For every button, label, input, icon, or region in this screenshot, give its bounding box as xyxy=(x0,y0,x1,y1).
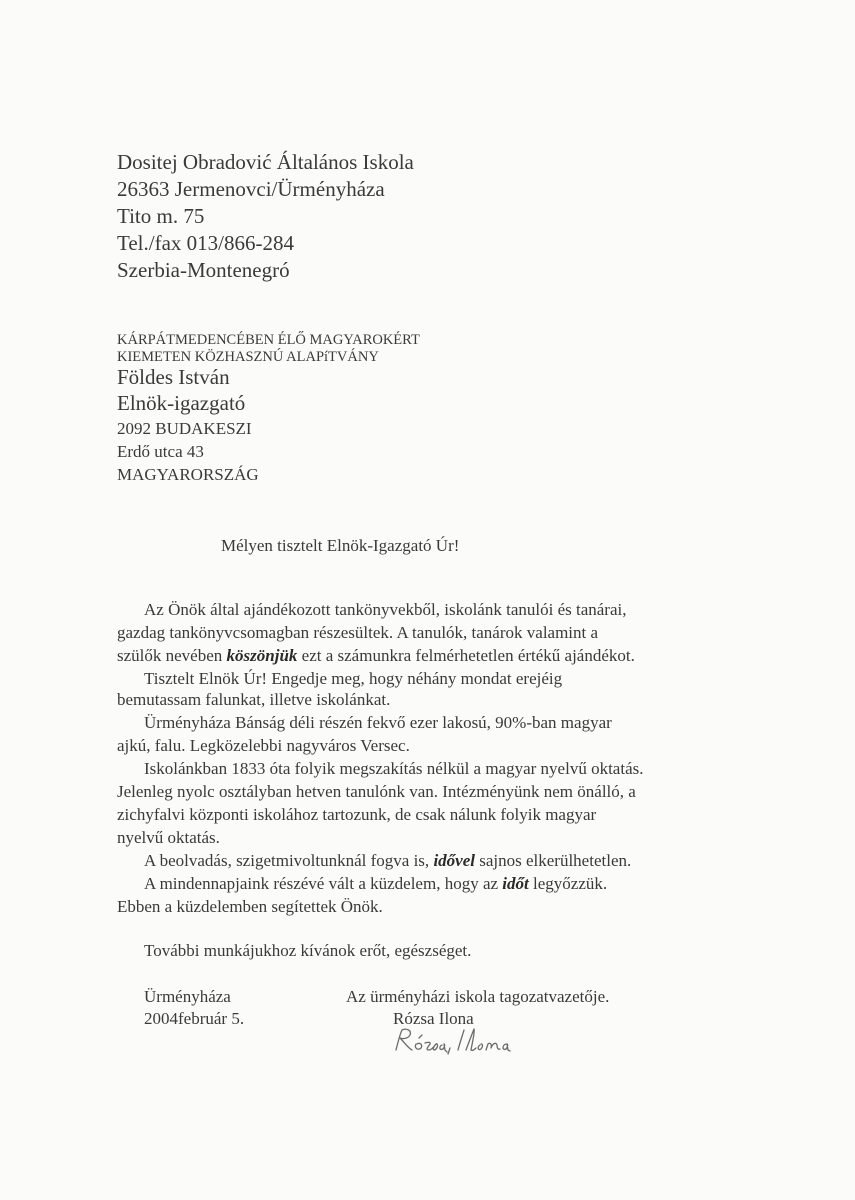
recipient-org-line2: KIEMETEN KÖZHASZNÚ ALAPíTVÁNY xyxy=(117,349,379,365)
body-text-span: A beolvadás, szigetmivoltunknál fogva is, xyxy=(144,851,434,870)
body-text-span: ezt a számunkra felmérhetetlen értékű ajándékot. xyxy=(297,646,635,665)
letter-date: 2004február 5. xyxy=(144,1009,245,1028)
sender-city: 26363 Jermenovci/Ürményháza xyxy=(117,177,385,201)
closing-line: További munkájukhoz kívánok erőt, egészséget. xyxy=(144,941,472,960)
body-line xyxy=(144,852,631,869)
body-line: bemutassam falunkat, illetve iskolánkat. xyxy=(117,690,391,709)
body-line: Iskolánkban 1833 óta folyik megszakítás nélkül a magyar nyelvű oktatás. xyxy=(144,759,644,778)
body-text-span: sajnos elkerülhetetlen. xyxy=(474,851,632,870)
recipient-org-line1: KÁRPÁTMEDENCÉBEN ÉLŐ MAGYAROKÉRT xyxy=(117,332,420,348)
letter-place: Ürményháza xyxy=(144,987,231,1006)
emphasis-idot: időt xyxy=(502,874,529,893)
body-line: Ürményháza Bánság déli részén fekvő ezer lakosú, 90%-ban magyar xyxy=(144,713,612,732)
body-line: nyelvű oktatás. xyxy=(117,828,220,847)
signer-name: Rózsa Ilona xyxy=(393,1009,474,1028)
recipient-street: Erdő utca 43 xyxy=(117,442,204,461)
body-line: Az Önök által ajándékozott tankönyvekből, iskolánk tanulói és tanárai, xyxy=(144,600,627,619)
body-line xyxy=(117,647,635,664)
body-text-span: legyőzzük. xyxy=(528,874,608,893)
sender-phone: Tel./fax 013/866-284 xyxy=(117,231,294,255)
emphasis-idovel: idővel xyxy=(433,851,475,870)
body-text-span: A mindennapjaink részévé vált a küzdelem, hogy az xyxy=(144,874,503,893)
body-line xyxy=(144,875,607,892)
body-line: Ebben a küzdelemben segítettek Önök. xyxy=(117,897,383,916)
body-text-span: szülők nevében xyxy=(117,646,227,665)
sender-school-name: Dositej Obradović Általános Iskola xyxy=(117,150,414,174)
emphasis-koszonjuk: köszönjük xyxy=(226,646,298,665)
body-line: ajkú, falu. Legközelebbi nagyváros Versec. xyxy=(117,736,410,755)
signature-image xyxy=(392,1024,532,1058)
handwritten-signature xyxy=(392,1024,532,1063)
recipient-name: Földes István xyxy=(117,365,230,389)
recipient-country: MAGYARORSZÁG xyxy=(117,465,259,484)
sender-country: Szerbia-Montenegró xyxy=(117,258,290,282)
recipient-title: Elnök-igazgató xyxy=(117,391,246,415)
body-line: zichyfalvi központi iskolához tartozunk, de csak nálunk folyik magyar xyxy=(117,805,597,824)
recipient-city: 2092 BUDAKESZI xyxy=(117,419,252,438)
signer-role: Az ürményházi iskola tagozatvazetője. xyxy=(346,987,610,1006)
body-line: Tisztelt Elnök Úr! Engedje meg, hogy néhány mondat erejéig xyxy=(144,669,563,688)
body-line: gazdag tankönyvcsomagban részesültek. A tanulók, tanárok valamint a xyxy=(117,623,599,642)
sender-street: Tito m. 75 xyxy=(117,204,205,228)
body-line: Jelenleg nyolc osztályban hetven tanulónk van. Intézményünk nem önálló, a xyxy=(117,782,636,801)
salutation: Mélyen tisztelt Elnök-Igazgató Úr! xyxy=(221,536,460,555)
